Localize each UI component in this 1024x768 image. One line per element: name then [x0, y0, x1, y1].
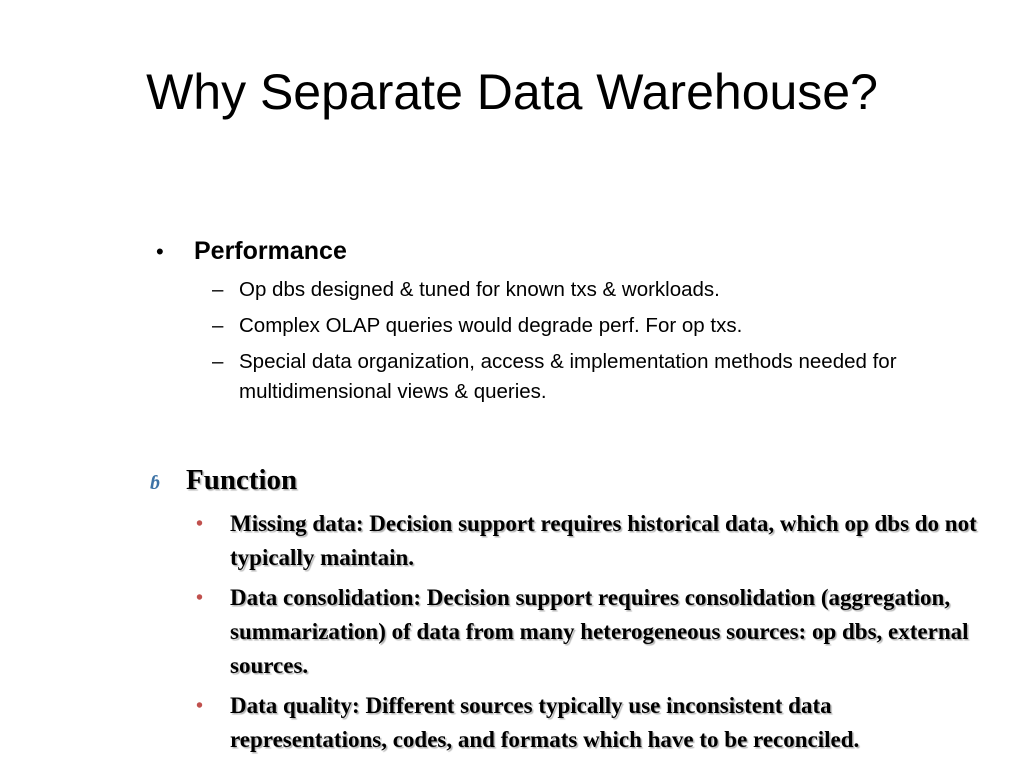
performance-section	[156, 236, 956, 413]
slide-title: Why Separate Data Warehouse?	[146, 64, 878, 120]
function-heading: Function	[186, 464, 298, 496]
list-item-text: Data consolidation: Decision support requires consolidation (aggregation, summarization) of data from many heterogeneous sources: op dbs, external sources.	[230, 585, 969, 678]
function-heading-row	[150, 462, 1000, 501]
bullet-icon: •	[156, 239, 164, 264]
wingding-bullet-icon: ɓ	[150, 472, 160, 494]
function-list	[150, 507, 1000, 757]
list-item	[212, 275, 956, 305]
red-bullet-icon: •	[196, 695, 204, 717]
list-item-text: Data quality: Different sources typically use inconsistent data representations, codes, and formats which have to be reconciled.	[230, 693, 860, 752]
performance-list	[156, 275, 956, 407]
list-item-text: Missing data: Decision support requires historical data, which op dbs do not typically maintain.	[230, 511, 977, 570]
red-bullet-icon: •	[196, 587, 204, 609]
list-item	[196, 507, 1000, 575]
list-item-text: Op dbs designed & tuned for known txs & workloads.	[239, 278, 720, 301]
list-item	[196, 581, 1000, 683]
list-item	[196, 689, 1000, 757]
dash-icon: –	[212, 350, 224, 373]
list-item	[212, 347, 956, 407]
dash-icon: –	[212, 314, 224, 337]
red-bullet-icon: •	[196, 513, 204, 535]
performance-heading: Performance	[194, 237, 347, 265]
list-item	[212, 311, 956, 341]
performance-heading-row	[156, 236, 956, 267]
function-section	[150, 462, 1000, 763]
list-item-text: Special data organization, access & implementation methods needed for multidimensional views & queries.	[239, 350, 897, 403]
dash-icon: –	[212, 278, 224, 301]
list-item-text: Complex OLAP queries would degrade perf. For op txs.	[239, 314, 743, 337]
